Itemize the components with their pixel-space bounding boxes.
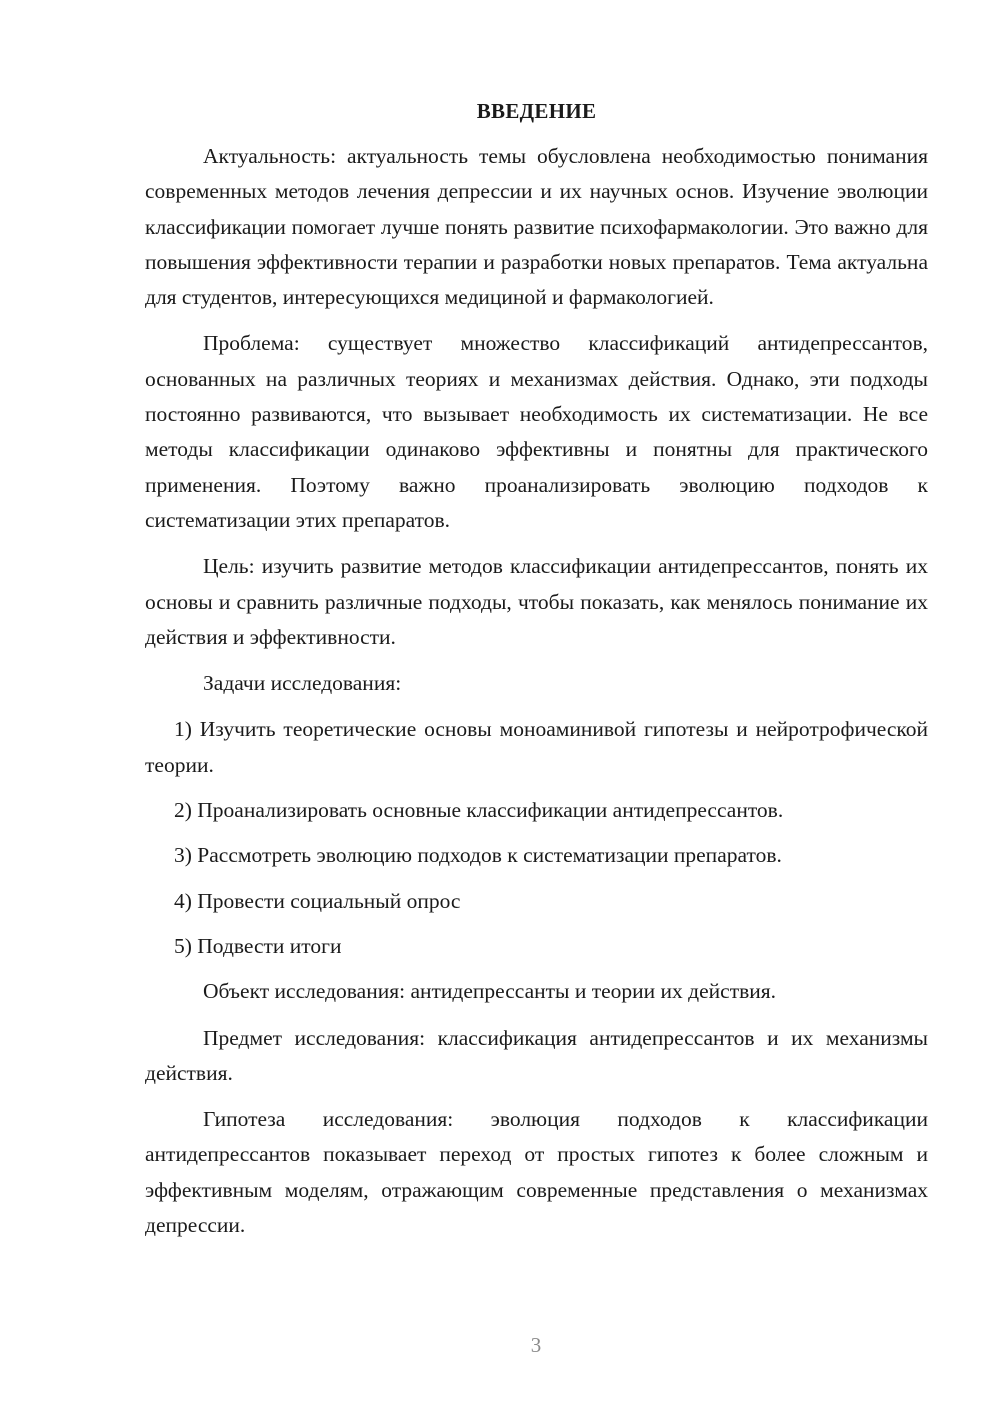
task-item-1: 1) Изучить теоретические основы моноаминивой гипотезы и нейротрофической теории.: [145, 717, 928, 777]
task-item-3: 3) Рассмотреть эволюцию подходов к систематизации препаратов.: [174, 843, 782, 868]
paragraph-goal: Цель: изучить развитие методов классификации антидепрессантов, понять их основы и сравнить различные подходы, чтобы показать, как менялось понимание их действия и эффективности.: [145, 554, 928, 649]
document-page: [145, 94, 928, 1254]
task-item-4: 4) Провести социальный опрос: [174, 888, 461, 913]
task-item-2: 2) Проанализировать основные классификации антидепрессантов.: [174, 798, 784, 823]
paragraph-relevance: Актуальность: актуальность темы обусловлена необходимостью понимания современных методов лечения депрессии и их научных основ. Изучение эволюции классификации помогает лучше понять развитие психофармакологии. Это важно для повышения эффективности терапии и разработки новых препаратов. Тема актуальна для студентов, интересующихся медициной и фармакологией.: [145, 144, 928, 310]
page-number: 3: [530, 1333, 542, 1357]
paragraph-problem: Проблема: существует множество классификаций антидепрессантов, основанных на различных теориях и механизмах действия. Однако, эти подходы постоянно развиваются, что вызывает необходимость их систематизации. Не все методы классификации одинаково эффективны и понятны для практического применения. Поэтому важно проанализировать эволюцию подходов к систематизации этих препаратов.: [145, 331, 928, 532]
paragraph-subject: Предмет исследования: классификация антидепрессантов и их механизмы действия.: [145, 1025, 928, 1085]
paragraph-object: Объект исследования: антидепрессанты и теории их действия.: [203, 979, 777, 1004]
paragraph-tasks-heading: Задачи исследования:: [203, 671, 402, 696]
task-item-5: 5) Подвести итоги: [174, 933, 342, 958]
paragraph-hypothesis: Гипотеза исследования: эволюция подходов к классификации антидепрессантов показывает переход от простых гипотез к более сложным и эффективным моделям, отражающим современные представления о механизмах депрессии.: [145, 1107, 928, 1238]
page-title: ВВЕДЕНИЕ: [476, 99, 597, 123]
